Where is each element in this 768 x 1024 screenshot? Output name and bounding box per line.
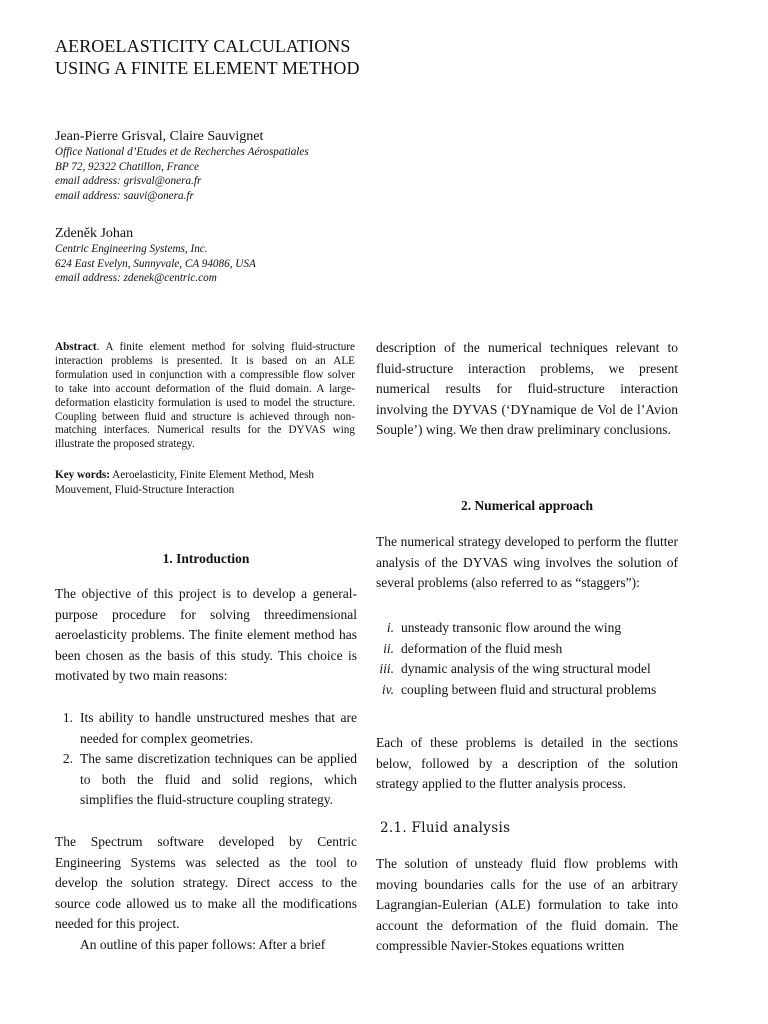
reasons-list <box>55 708 357 811</box>
keywords <box>55 468 355 497</box>
affiliation-line: Centric Engineering Systems, Inc. <box>55 243 208 255</box>
intro-paragraph-2: The Spectrum software developed by Centric Engineering Systems was selected as the tool to develop the solution strategy. Direct access to the source code allowed us to make all the modifications needed for this project. <box>55 834 357 932</box>
keywords-label: Key words: <box>55 469 110 481</box>
section-heading-introduction: 1. Introduction <box>162 551 250 566</box>
title-line-1: AEROELASTICITY CALCULATIONS <box>55 36 351 56</box>
affiliation-line: 624 East Evelyn, Sunnyvale, CA 94086, USA <box>55 257 256 270</box>
list-item-text: unsteady transonic flow around the wing <box>401 620 622 635</box>
author-names: Zdeněk Johan <box>55 226 134 241</box>
list-marker: iv. <box>381 681 394 697</box>
title-line-2: USING A FINITE ELEMENT METHOD <box>55 58 360 78</box>
intro-paragraph-3: An outline of this paper follows: After a brief <box>80 937 326 952</box>
approach-paragraph-2: Each of these problems is detailed in the sections below, followed by a description of the solution strategy applied to the flutter analysis process. <box>376 735 678 792</box>
email-line: email address: sauvi@onera.fr <box>55 189 194 202</box>
paper-title <box>55 35 360 79</box>
abstract-label: Abstract <box>55 341 97 353</box>
abstract <box>55 341 355 452</box>
list-item-text: dynamic analysis of the wing structural model <box>401 661 651 677</box>
staggers-list <box>376 618 678 700</box>
fluid-analysis-paragraph: The solution of unsteady fluid flow problems with moving boundaries calls for the use of an arbitrary Lagrangian-Eulerian (ALE) formulation to take into account the deformation of the fluid domain. The compressible Navier-Stokes equations written <box>376 856 678 954</box>
list-item-text: The same discretization techniques can be applied to both the fluid and solid regions, which simplifies the fluid-structure coupling strategy. <box>80 751 357 808</box>
list-item <box>376 680 678 701</box>
approach-paragraph-1: The numerical strategy developed to perform the flutter analysis of the DYVAS wing involves the solution of several problems (also referred to as “staggers”): <box>376 534 678 591</box>
subsection-heading-fluid-analysis: 2.1. Fluid analysis <box>380 820 511 836</box>
list-item <box>376 659 678 680</box>
keywords-text: Aeroelasticity, Finite Element Method, Mesh Mouvement, Fluid-Structure Interaction <box>55 469 315 496</box>
intro-paragraph-1: The objective of this project is to develop a general-purpose procedure for solving threedimensional aeroelasticity problems. The finite element method has been chosen as the basis of this study. This choice is motivated by two main reasons: <box>55 586 357 684</box>
list-item <box>55 708 357 749</box>
author-affiliation <box>55 145 655 203</box>
list-marker: i. <box>386 620 394 635</box>
list-item <box>55 749 357 811</box>
abstract-text: . A finite element method for solving fluid-structure interaction problems is presented. It is based on an ALE formulation used in conjunction with a compressible flow solver to take into account deformation of the fluid domain. A large-deformation elasticity formulation is used to model the structure. Coupling between fluid and structure is achieved through non-matching interfaces. Numerical results for the DYVAS wing illustrate the proposed strategy. <box>55 341 355 451</box>
list-marker: ii. <box>383 640 394 656</box>
list-item <box>376 639 678 660</box>
affiliation-line: Office National d’Etudes et de Recherches Aérospatiales <box>55 146 309 158</box>
author-block-onera <box>55 128 655 203</box>
email-line: email address: grisval@onera.fr <box>55 175 202 187</box>
list-item-text: deformation of the fluid mesh <box>401 640 563 656</box>
list-marker: 2. <box>62 751 73 767</box>
list-item-text: Its ability to handle unstructured meshes that are needed for complex geometries. <box>80 710 357 746</box>
affiliation-line: BP 72, 92322 Chatillon, France <box>55 160 199 173</box>
list-marker: 1. <box>62 710 73 725</box>
author-block-centric <box>55 225 655 286</box>
intro-continuation: description of the numerical techniques relevant to fluid-structure interaction problems, we present numerical results for fluid-structure interaction involving the DYVAS (‘DYnamique de Vol de l’Avion Souple’) wing. We then draw preliminary conclusions. <box>376 340 678 438</box>
list-marker: iii. <box>379 661 394 677</box>
author-affiliation <box>55 242 655 286</box>
list-item <box>376 618 678 639</box>
email-line: email address: zdenek@centric.com <box>55 272 217 284</box>
author-names: Jean-Pierre Grisval, Claire Sauvignet <box>55 129 264 144</box>
section-heading-numerical-approach: 2. Numerical approach <box>460 498 594 513</box>
list-item-text: coupling between fluid and structural problems <box>401 681 657 697</box>
